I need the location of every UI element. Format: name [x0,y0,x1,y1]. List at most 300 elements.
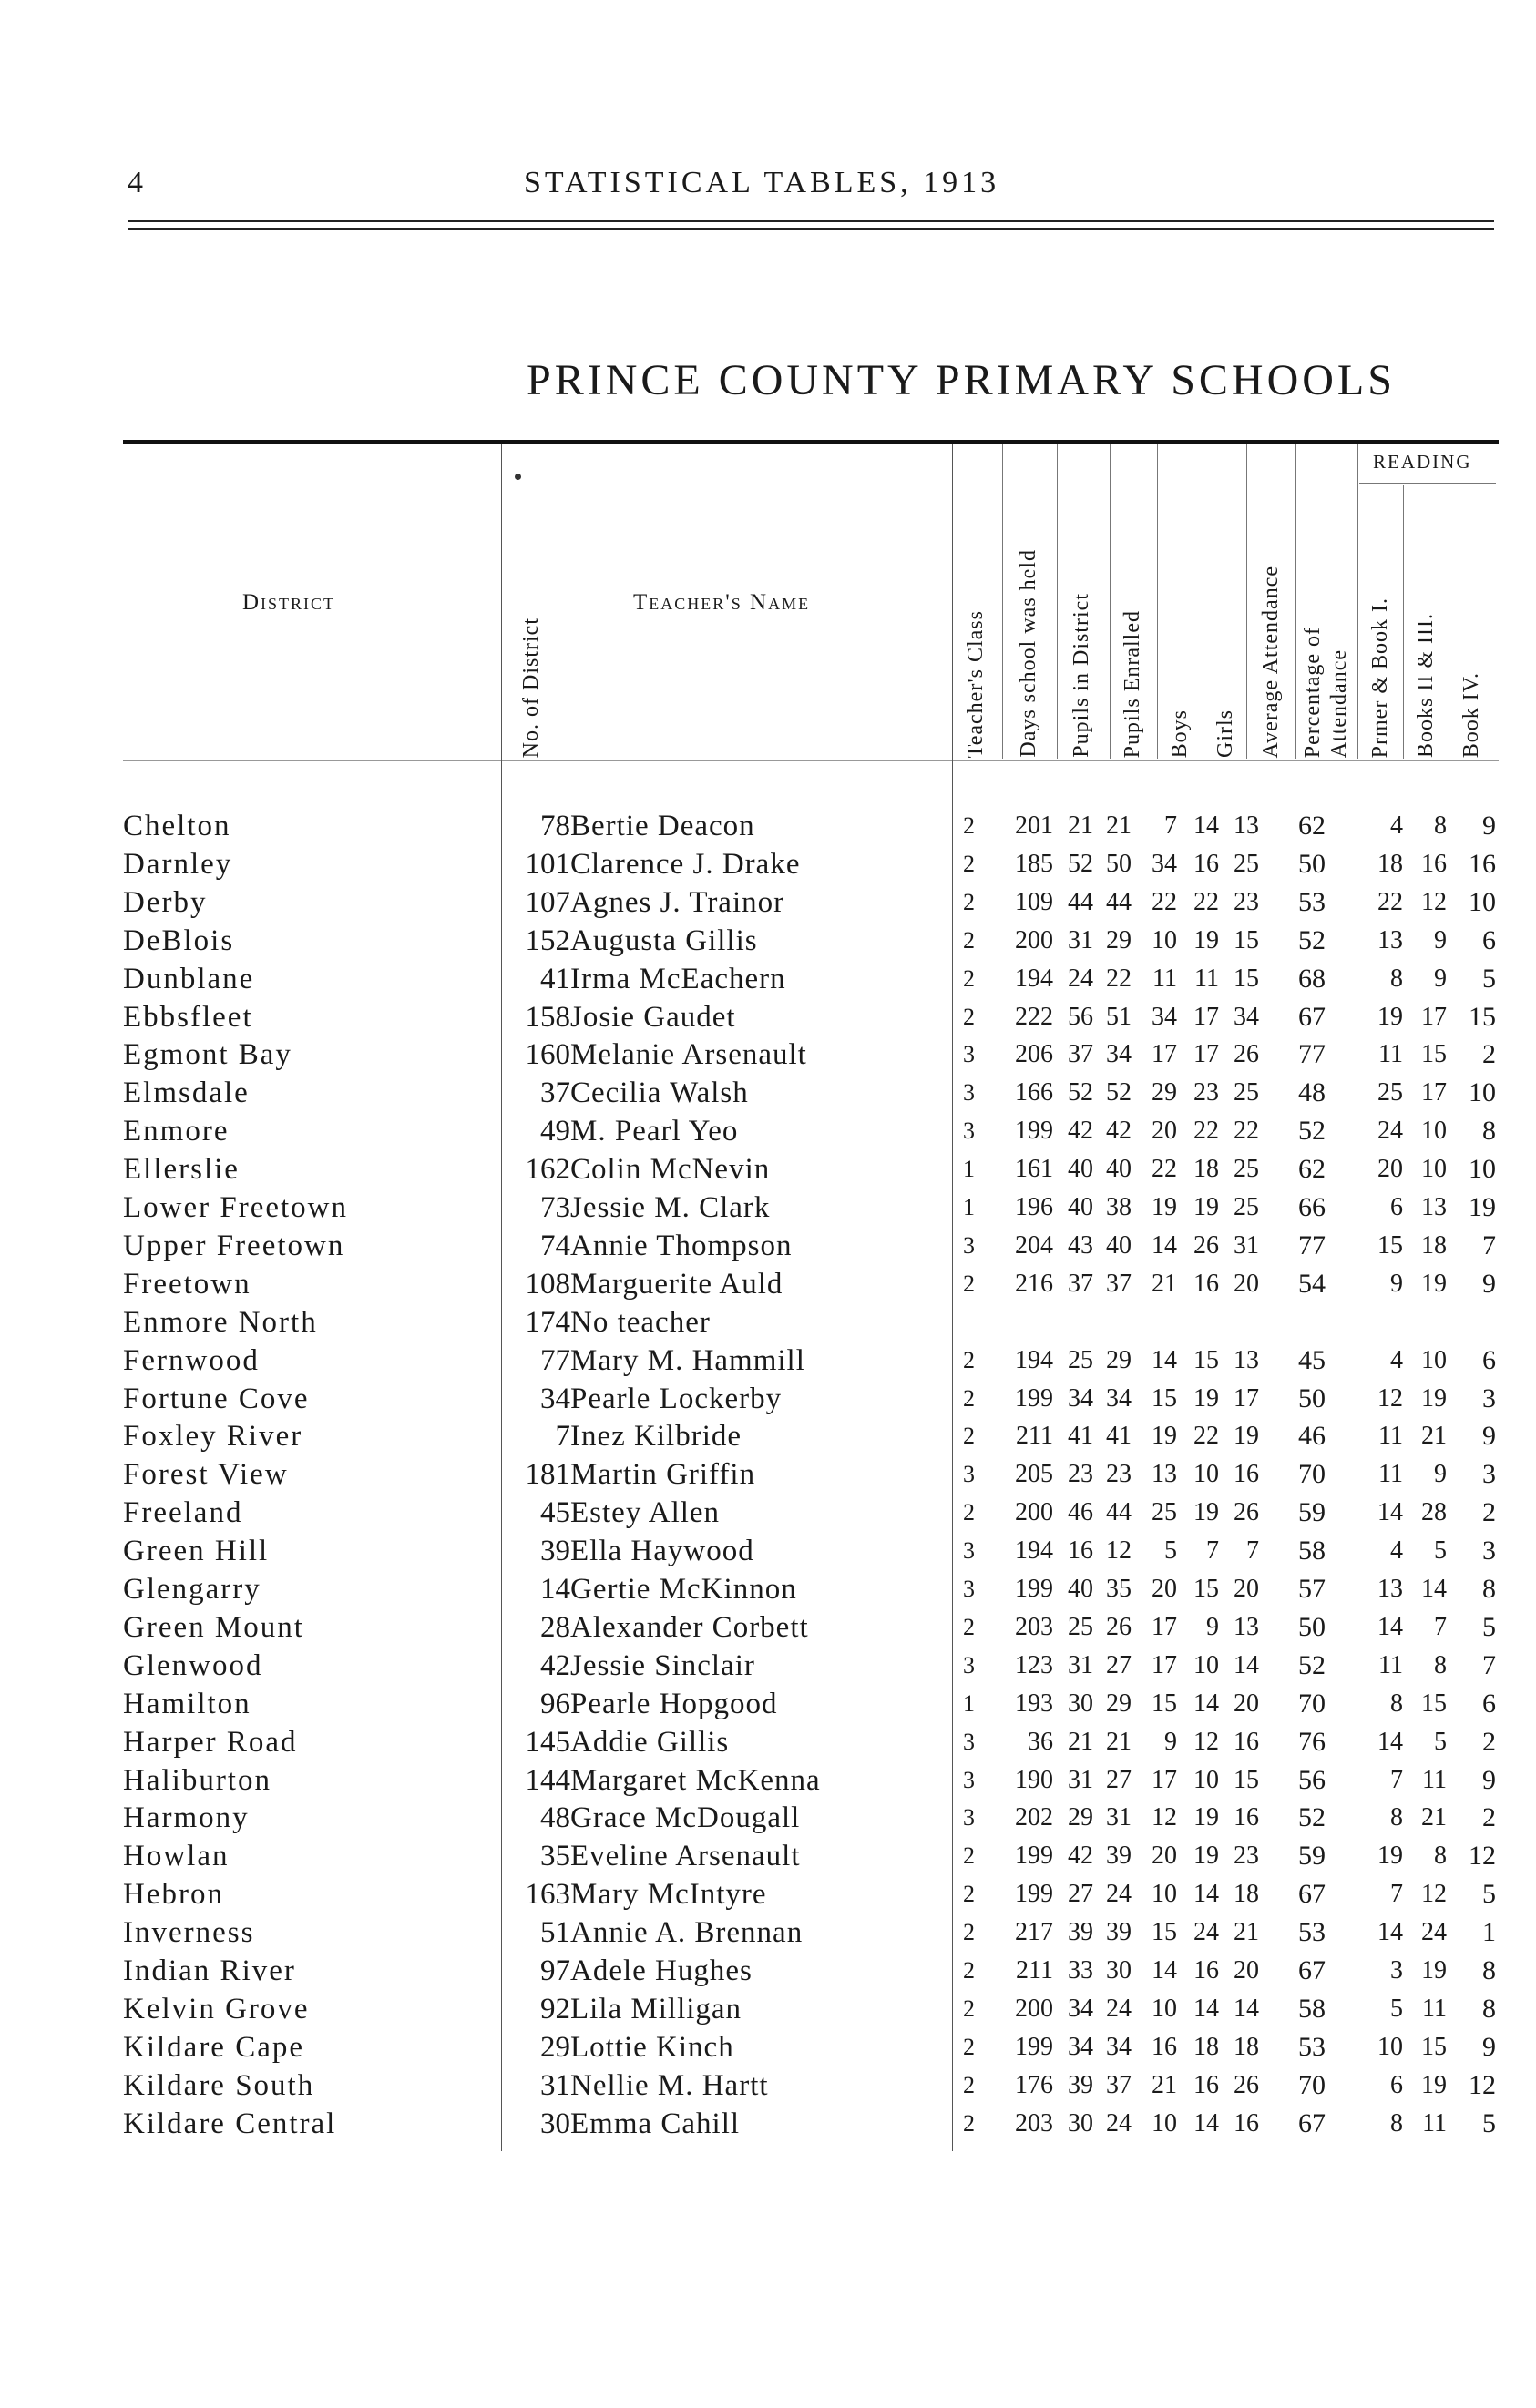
girls-cell: 18 [1193,2033,1219,2061]
book-4-cell: 12 [1469,2070,1496,2100]
teacher-name-cell: Mary McIntyre [570,1878,767,1911]
header-rule-top [128,220,1494,222]
book-4-cell: 2 [1482,1039,1496,1069]
pupils-enrolled-cell: 12 [1106,1536,1132,1565]
pupils-in-district-cell: 27 [1068,1880,1093,1908]
district-number-cell: 7 [555,1420,570,1453]
pupils-in-district-cell: 42 [1068,1842,1093,1870]
pupils-enrolled-cell: 21 [1106,1728,1132,1756]
book-4-cell: 3 [1482,1536,1496,1566]
table-row [0,1380,1536,1418]
book-1-cell: 6 [1390,2071,1403,2099]
district-cell: Derby [123,886,208,919]
table-row [0,1189,1536,1227]
percentage-attendance-cell: 53 [1298,887,1326,917]
district-number-cell: 174 [525,1306,570,1339]
header-district: District [242,590,336,615]
pupils-enrolled-cell: 35 [1106,1575,1132,1603]
pupils-in-district-cell: 46 [1068,1498,1093,1526]
percentage-attendance-cell: 46 [1298,1421,1326,1451]
teacher-class-cell: 2 [963,1004,975,1030]
pupils-enrolled-cell: 29 [1106,1346,1132,1374]
girls-cell: 15 [1193,1346,1219,1374]
books-2-3-cell: 7 [1434,1613,1447,1641]
book-1-cell: 14 [1377,1918,1403,1946]
books-2-3-cell: 17 [1421,1003,1447,1031]
percentage-attendance-cell: 77 [1298,1039,1326,1069]
average-attendance-cell: 13 [1234,811,1259,840]
teacher-name-cell: Adele Hughes [570,1954,753,1987]
header-percentage-line2: Attendance [1327,648,1351,758]
boys-cell: 10 [1152,926,1177,954]
pupils-in-district-cell: 30 [1068,1689,1093,1718]
reading-rule [1359,483,1496,484]
header-pupils-in-district: Pupils in District [1070,593,1093,758]
teacher-class-cell: 2 [963,1347,975,1373]
book-4-cell: 10 [1469,1077,1496,1107]
table-row [0,807,1536,845]
pupils-in-district-cell: 34 [1068,1384,1093,1413]
boys-cell: 15 [1152,1918,1177,1946]
district-number-cell: 29 [540,2031,570,2064]
girls-cell: 14 [1193,1995,1219,2023]
boys-cell: 34 [1152,850,1177,878]
pupils-in-district-cell: 25 [1068,1346,1093,1374]
pupils-enrolled-cell: 52 [1106,1078,1132,1107]
days-held-cell: 203 [1015,2109,1053,2138]
average-attendance-cell: 34 [1234,1003,1259,1031]
district-number-cell: 31 [540,2069,570,2102]
pupils-in-district-cell: 42 [1068,1117,1093,1145]
pupils-enrolled-cell: 23 [1106,1460,1132,1488]
book-1-cell: 14 [1377,1613,1403,1641]
header-reading: READING [1373,451,1472,473]
column-rule [1357,444,1358,759]
days-held-cell: 200 [1015,1498,1053,1526]
percentage-attendance-cell: 53 [1298,2032,1326,2062]
boys-cell: 11 [1152,964,1177,993]
book-4-cell: 10 [1469,887,1496,917]
column-rule [1295,444,1296,759]
district-cell: Indian River [123,1954,296,1987]
book-1-cell: 9 [1390,1270,1403,1298]
book-4-cell: 16 [1469,849,1496,879]
average-attendance-cell: 20 [1234,1689,1259,1718]
teacher-name-cell: Eveline Arsenault [570,1840,801,1872]
table-row [0,1837,1536,1875]
book-1-cell: 8 [1390,1689,1403,1718]
average-attendance-cell: 18 [1234,2033,1259,2061]
district-number-cell: 101 [525,848,570,881]
book-1-cell: 8 [1390,964,1403,993]
teacher-class-cell: 1 [963,1690,975,1717]
days-held-cell: 199 [1015,1384,1053,1413]
teacher-class-cell: 2 [963,1423,975,1449]
books-2-3-cell: 10 [1421,1346,1447,1374]
book-1-cell: 14 [1377,1498,1403,1526]
district-number-cell: 37 [540,1076,570,1109]
average-attendance-cell: 25 [1234,1193,1259,1221]
book-4-cell: 12 [1469,1841,1496,1871]
books-2-3-cell: 17 [1421,1078,1447,1107]
average-attendance-cell: 21 [1234,1918,1259,1946]
teacher-name-cell: Agnes J. Trainor [570,886,785,919]
average-attendance-cell: 31 [1234,1231,1259,1260]
book-4-cell: 19 [1469,1192,1496,1222]
books-2-3-cell: 8 [1434,811,1447,840]
girls-cell: 19 [1193,1803,1219,1832]
pupils-enrolled-cell: 34 [1106,2033,1132,2061]
average-attendance-cell: 25 [1234,850,1259,878]
pupils-in-district-cell: 31 [1068,1651,1093,1679]
pupils-enrolled-cell: 24 [1106,1880,1132,1908]
district-number-cell: 73 [540,1191,570,1224]
books-2-3-cell: 10 [1421,1117,1447,1145]
teacher-name-cell: Clarence J. Drake [570,848,801,881]
average-attendance-cell: 15 [1234,1766,1259,1794]
teacher-name-cell: Inez Kilbride [570,1420,742,1453]
district-number-cell: 78 [540,810,570,842]
days-held-cell: 199 [1015,1575,1053,1603]
pupils-enrolled-cell: 37 [1106,1270,1132,1298]
district-cell: Fernwood [123,1344,260,1377]
district-cell: Chelton [123,810,231,842]
girls-cell: 9 [1206,1613,1219,1641]
pupils-enrolled-cell: 24 [1106,1995,1132,2023]
book-1-cell: 11 [1378,1422,1403,1450]
pupils-in-district-cell: 23 [1068,1460,1093,1488]
teacher-class-cell: 2 [963,1957,975,1984]
teacher-name-cell: Ella Haywood [570,1535,754,1567]
pupils-enrolled-cell: 31 [1106,1803,1132,1832]
book-4-cell: 5 [1482,1879,1496,1909]
percentage-attendance-cell: 67 [1298,1955,1326,1985]
district-number-cell: 158 [525,1001,570,1034]
pupils-in-district-cell: 33 [1068,1956,1093,1985]
book-1-cell: 13 [1377,926,1403,954]
table-row [0,1036,1536,1074]
teacher-name-cell: Nellie M. Hartt [570,2069,769,2102]
teacher-class-cell: 3 [963,1576,975,1602]
girls-cell: 14 [1193,1689,1219,1718]
girls-cell: 12 [1193,1728,1219,1756]
district-cell: Ellerslie [123,1153,240,1186]
percentage-attendance-cell: 76 [1298,1727,1326,1757]
percentage-attendance-cell: 57 [1298,1574,1326,1604]
boys-cell: 20 [1152,1842,1177,1870]
average-attendance-cell: 14 [1234,1651,1259,1679]
district-cell: Kildare Cape [123,2031,305,2064]
pupils-in-district-cell: 37 [1068,1040,1093,1068]
teacher-class-cell: 3 [963,1232,975,1259]
days-held-cell: 200 [1015,1995,1053,2023]
average-attendance-cell: 16 [1234,1460,1259,1488]
book-4-cell: 5 [1482,2108,1496,2138]
teacher-name-cell: Marguerite Auld [570,1268,783,1301]
table-row [0,1074,1536,1112]
district-cell: Ebbsfleet [123,1001,253,1034]
boys-cell: 17 [1152,1613,1177,1641]
book-4-cell: 5 [1482,964,1496,994]
table-row [0,1608,1536,1647]
teacher-class-cell: 2 [963,1499,975,1525]
boys-cell: 20 [1152,1117,1177,1145]
header-no-of-district: No. of District [519,617,543,758]
days-held-cell: 206 [1015,1040,1053,1068]
days-held-cell: 199 [1015,1880,1053,1908]
percentage-attendance-cell: 58 [1298,1994,1326,2024]
table-row [0,1685,1536,1723]
girls-cell: 19 [1193,926,1219,954]
pupils-in-district-cell: 52 [1068,850,1093,878]
district-cell: Hebron [123,1878,224,1911]
days-held-cell: 123 [1015,1651,1053,1679]
teacher-name-cell: Irma McEachern [570,963,786,995]
district-number-cell: 96 [540,1688,570,1720]
teacher-class-cell: 2 [963,927,975,954]
pupils-in-district-cell: 30 [1068,2109,1093,2138]
percentage-attendance-cell: 52 [1298,1650,1326,1680]
header-average-attendance: Average Attendance [1259,565,1283,758]
district-cell: Hamilton [123,1688,251,1720]
table-row [0,883,1536,922]
average-attendance-cell: 23 [1234,1842,1259,1870]
average-attendance-cell: 25 [1234,1078,1259,1107]
running-title: STATISTICAL TABLES, 1913 [524,166,1000,199]
district-cell: Foxley River [123,1420,303,1453]
pupils-in-district-cell: 39 [1068,2071,1093,2099]
days-held-cell: 217 [1015,1918,1053,1946]
pupils-in-district-cell: 52 [1068,1078,1093,1107]
pupils-in-district-cell: 16 [1068,1536,1093,1565]
book-1-cell: 15 [1377,1231,1403,1260]
days-held-cell: 161 [1015,1155,1053,1183]
teacher-class-cell: 2 [963,851,975,877]
girls-cell: 22 [1193,1422,1219,1450]
teacher-name-cell: Emma Cahill [570,2107,741,2140]
district-number-cell: 160 [525,1038,570,1071]
girls-cell: 16 [1193,2071,1219,2099]
district-number-cell: 34 [540,1383,570,1415]
teacher-name-cell: Annie A. Brennan [570,1916,804,1949]
teacher-class-cell: 2 [963,1614,975,1640]
header-books-2-3: Books II & III. [1414,613,1438,758]
book-4-cell: 8 [1482,1994,1496,2024]
header-bottom-rule [123,760,1499,761]
teacher-class-cell: 2 [963,1270,975,1297]
average-attendance-cell: 20 [1234,1956,1259,1985]
average-attendance-cell: 26 [1234,1498,1259,1526]
column-rule [1403,485,1404,759]
percentage-attendance-cell: 52 [1298,1116,1326,1146]
teacher-name-cell: Margaret McKenna [570,1764,821,1797]
book-1-cell: 13 [1377,1575,1403,1603]
boys-cell: 25 [1152,1498,1177,1526]
district-number-cell: 108 [525,1268,570,1301]
books-2-3-cell: 24 [1421,1918,1447,1946]
book-1-cell: 11 [1378,1040,1403,1068]
boys-cell: 13 [1152,1460,1177,1488]
pupils-in-district-cell: 44 [1068,888,1093,916]
table-row [0,1761,1536,1800]
teacher-class-cell: 3 [963,1729,975,1755]
book-1-cell: 10 [1377,2033,1403,2061]
girls-cell: 14 [1193,2109,1219,2138]
days-held-cell: 204 [1015,1231,1053,1260]
girls-cell: 17 [1193,1003,1219,1031]
teacher-class-cell: 2 [963,2110,975,2137]
district-cell: Upper Freetown [123,1230,345,1262]
pupils-enrolled-cell: 21 [1106,811,1132,840]
header-girls: Girls [1213,709,1237,758]
days-held-cell: 211 [1016,1956,1053,1985]
average-attendance-cell: 26 [1234,1040,1259,1068]
days-held-cell: 36 [1028,1728,1053,1756]
boys-cell: 34 [1152,1003,1177,1031]
district-number-cell: 92 [540,1993,570,2025]
district-number-cell: 14 [540,1573,570,1606]
district-number-cell: 74 [540,1230,570,1262]
books-2-3-cell: 18 [1421,1231,1447,1260]
page-number: 4 [128,166,147,199]
book-4-cell: 10 [1469,1154,1496,1184]
percentage-attendance-cell: 62 [1298,811,1326,841]
pupils-enrolled-cell: 37 [1106,2071,1132,2099]
pupils-enrolled-cell: 50 [1106,850,1132,878]
girls-cell: 10 [1193,1766,1219,1794]
header-days: Days school was held [1017,549,1040,758]
book-4-cell: 9 [1482,1269,1496,1299]
ornament-dot [515,474,521,480]
district-number-cell: 48 [540,1801,570,1834]
average-attendance-cell: 16 [1234,1728,1259,1756]
teacher-class-cell: 2 [963,2034,975,2060]
pupils-enrolled-cell: 40 [1106,1231,1132,1260]
table-top-rule [123,440,1499,444]
percentage-attendance-cell: 67 [1298,1879,1326,1909]
teacher-name-cell: Mary M. Hammill [570,1344,805,1377]
pupils-in-district-cell: 41 [1068,1422,1093,1450]
days-held-cell: 199 [1015,1842,1053,1870]
teacher-class-cell: 1 [963,1156,975,1182]
teacher-name-cell: Lottie Kinch [570,2031,734,2064]
column-rule [1057,444,1058,759]
table-row [0,1417,1536,1455]
table-row [0,2066,1536,2105]
pupils-enrolled-cell: 27 [1106,1766,1132,1794]
district-number-cell: 144 [525,1764,570,1797]
table-row [0,1303,1536,1342]
days-held-cell: 200 [1015,926,1053,954]
table-row [0,1647,1536,1685]
boys-cell: 21 [1152,1270,1177,1298]
girls-cell: 16 [1193,850,1219,878]
teacher-class-cell: 2 [963,965,975,992]
teacher-class-cell: 3 [963,1079,975,1106]
district-number-cell: 30 [540,2107,570,2140]
girls-cell: 10 [1193,1651,1219,1679]
district-cell: Egmont Bay [123,1038,292,1071]
district-number-cell: 181 [525,1458,570,1491]
pupils-enrolled-cell: 29 [1106,1689,1132,1718]
district-number-cell: 28 [540,1611,570,1644]
teacher-name-cell: Grace McDougall [570,1801,801,1834]
boys-cell: 15 [1152,1384,1177,1413]
percentage-attendance-cell: 45 [1298,1345,1326,1375]
boys-cell: 21 [1152,2071,1177,2099]
days-held-cell: 205 [1015,1460,1053,1488]
girls-cell: 18 [1193,1155,1219,1183]
pupils-in-district-cell: 31 [1068,926,1093,954]
teacher-name-cell: Jessie M. Clark [570,1191,771,1224]
books-2-3-cell: 15 [1421,2033,1447,2061]
percentage-attendance-cell: 54 [1298,1269,1326,1299]
district-number-cell: 163 [525,1878,570,1911]
teacher-name-cell: Martin Griffin [570,1458,756,1491]
header-primer-book-1: Prmer & Book I. [1368,597,1392,758]
book-1-cell: 11 [1378,1651,1403,1679]
girls-cell: 19 [1193,1193,1219,1221]
pupils-in-district-cell: 39 [1068,1918,1093,1946]
teacher-class-cell: 2 [963,1385,975,1412]
teacher-class-cell: 1 [963,1194,975,1220]
header-rule-bottom [128,228,1494,230]
book-1-cell: 25 [1377,1078,1403,1107]
days-held-cell: 199 [1015,1117,1053,1145]
teacher-class-cell: 3 [963,1537,975,1564]
table-row [0,1455,1536,1494]
book-1-cell: 8 [1390,1803,1403,1832]
percentage-attendance-cell: 68 [1298,964,1326,994]
book-4-cell: 2 [1482,1727,1496,1757]
days-held-cell: 196 [1015,1193,1053,1221]
average-attendance-cell: 20 [1234,1270,1259,1298]
book-4-cell: 2 [1482,1497,1496,1527]
book-4-cell: 15 [1469,1002,1496,1032]
average-attendance-cell: 16 [1234,1803,1259,1832]
book-1-cell: 4 [1390,811,1403,840]
table-row [0,1227,1536,1265]
teacher-class-cell: 2 [963,1842,975,1869]
teacher-class-cell: 2 [963,1881,975,1907]
percentage-attendance-cell: 70 [1298,2070,1326,2100]
teacher-class-cell: 2 [963,1919,975,1945]
header-percentage-line1: Percentage of [1301,626,1325,758]
book-1-cell: 19 [1377,1003,1403,1031]
books-2-3-cell: 28 [1421,1498,1447,1526]
book-4-cell: 3 [1482,1459,1496,1489]
book-1-cell: 14 [1377,1728,1403,1756]
days-held-cell: 166 [1015,1078,1053,1107]
district-cell: Kildare Central [123,2107,337,2140]
table-row [0,2105,1536,2143]
teacher-name-cell: Alexander Corbett [570,1611,809,1644]
pupils-enrolled-cell: 40 [1106,1155,1132,1183]
books-2-3-cell: 10 [1421,1155,1447,1183]
pupils-in-district-cell: 21 [1068,811,1093,840]
books-2-3-cell: 11 [1422,1995,1447,2023]
days-held-cell: 202 [1015,1803,1053,1832]
percentage-attendance-cell: 52 [1298,925,1326,955]
teacher-name-cell: Annie Thompson [570,1230,793,1262]
teacher-class-cell: 3 [963,1041,975,1067]
book-1-cell: 4 [1390,1536,1403,1565]
district-cell: Harper Road [123,1726,298,1759]
district-cell: Haliburton [123,1764,271,1797]
teacher-name-cell: Pearle Lockerby [570,1383,783,1415]
teacher-class-cell: 2 [963,2072,975,2098]
percentage-attendance-cell: 66 [1298,1192,1326,1222]
